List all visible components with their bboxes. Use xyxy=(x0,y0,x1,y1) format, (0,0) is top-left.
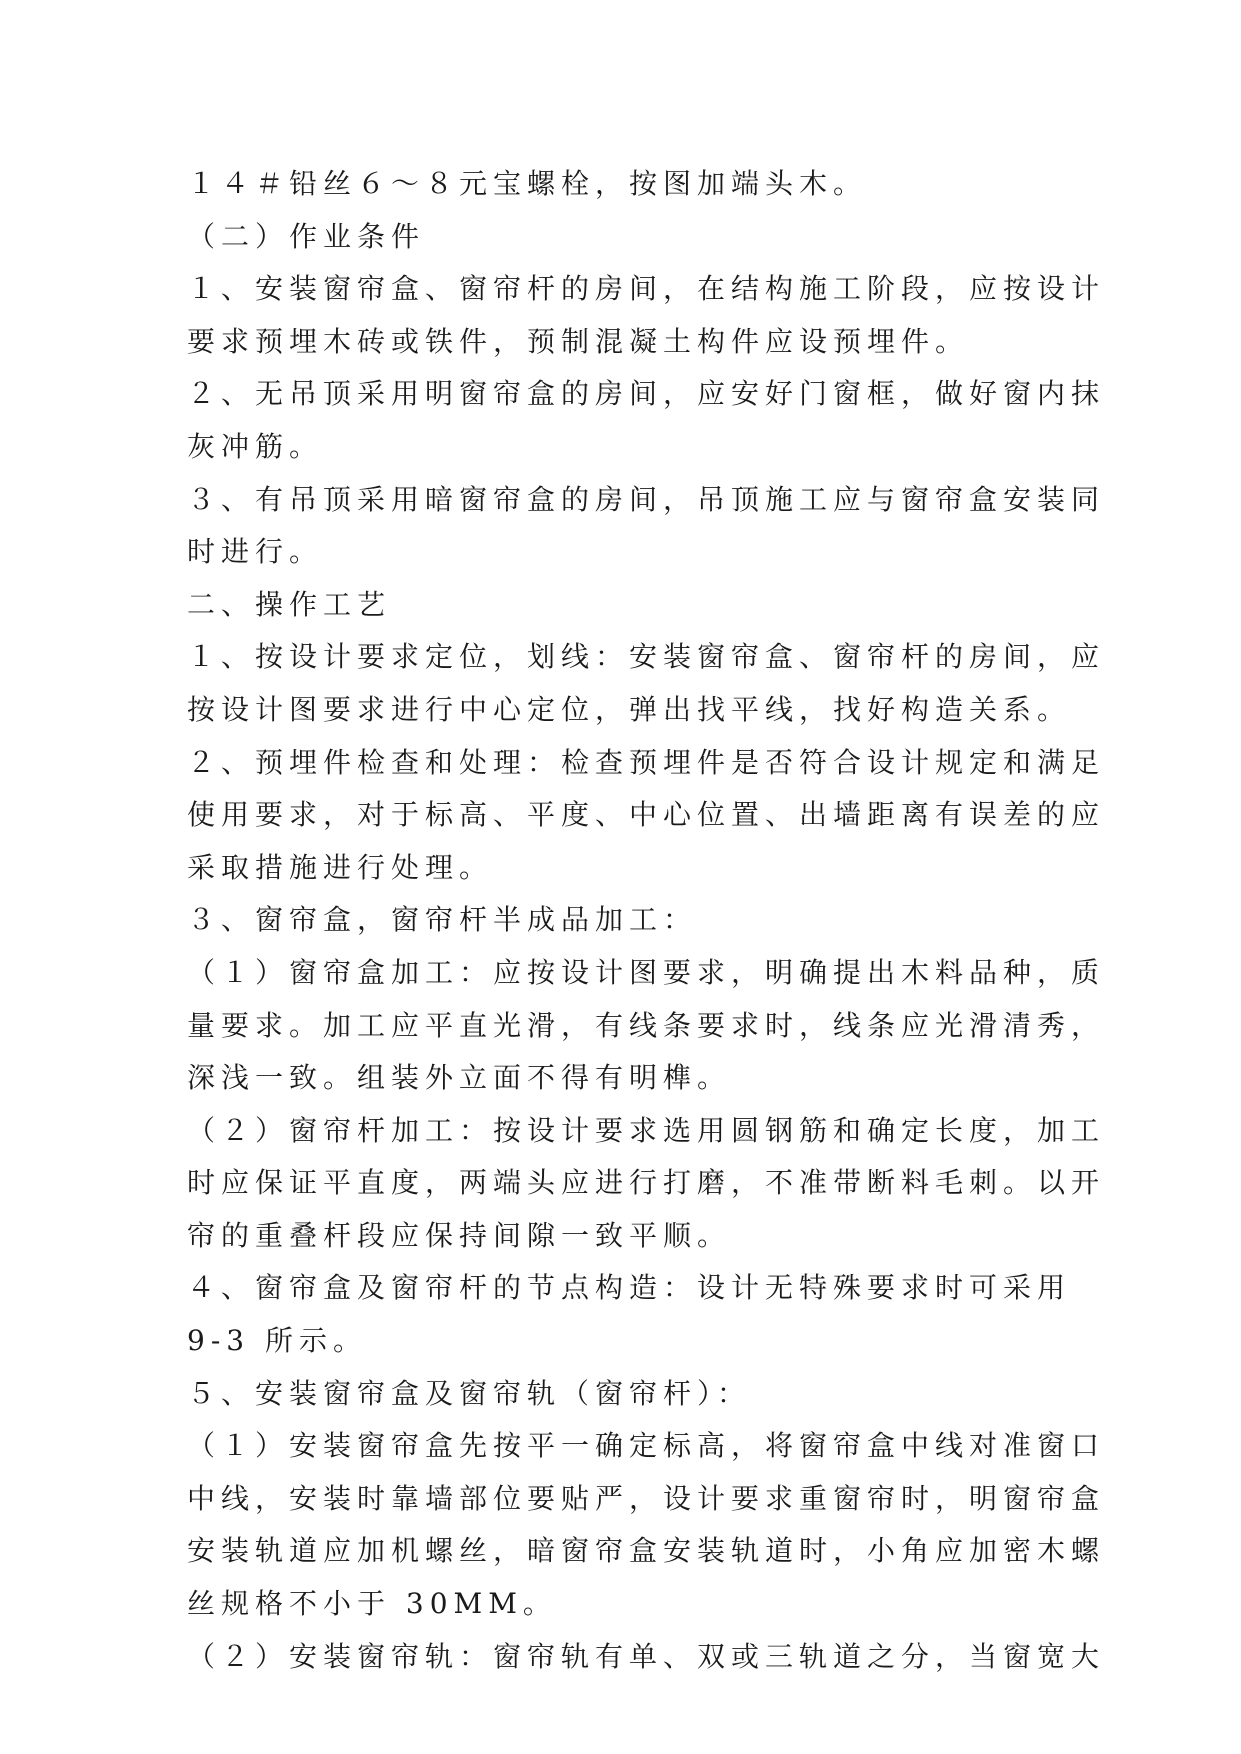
text-line: 帘的重叠杆段应保持间隙一致平顺。 xyxy=(187,1218,732,1252)
text-line: 时应保证平直度，两端头应进行打磨，不准带断料毛刺。以开 xyxy=(187,1166,1106,1200)
text-line: 按设计图要求进行中心定位，弹出找平线，找好构造关系。 xyxy=(187,692,1072,726)
text-line: 量要求。加工应平直光滑，有线条要求时，线条应光滑清秀， xyxy=(187,1008,1106,1042)
text-line: 要求预埋木砖或铁件，预制混凝土构件应设预埋件。 xyxy=(187,324,970,358)
text-line: （２）窗帘杆加工：按设计要求选用圆钢筋和确定长度，加工 xyxy=(187,1113,1106,1147)
text-line: 使用要求，对于标高、平度、中心位置、出墙距离有误差的应 xyxy=(187,798,1106,832)
text-line: 9-3 所示。 xyxy=(187,1324,367,1358)
text-line: （１）窗帘盒加工：应按设计图要求，明确提出木料品种，质 xyxy=(187,955,1106,989)
text-line: ３、窗帘盒，窗帘杆半成品加工： xyxy=(187,903,698,937)
text-line: 中线，安装时靠墙部位要贴严，设计要求重窗帘时，明窗帘盒 xyxy=(187,1481,1106,1515)
text-line: （２）安装窗帘轨：窗帘轨有单、双或三轨道之分，当窗宽大 xyxy=(187,1639,1106,1673)
text-line: １４＃铅丝６～８元宝螺栓，按图加端头木。 xyxy=(187,167,868,200)
text-line: ２、预埋件检查和处理：检查预埋件是否符合设计规定和满足 xyxy=(187,745,1106,779)
document-body xyxy=(187,158,1106,1683)
text-line: （１）安装窗帘盒先按平一确定标高，将窗帘盒中线对准窗口 xyxy=(187,1429,1106,1463)
text-line: 丝规格不小于 30MM。 xyxy=(187,1587,557,1621)
text-line: 灰冲筋。 xyxy=(187,429,324,463)
text-line: 安装轨道应加机螺丝，暗窗帘盒安装轨道时，小角应加密木螺 xyxy=(187,1534,1106,1568)
text-line: ４、窗帘盒及窗帘杆的节点构造：设计无特殊要求时可采用 xyxy=(187,1271,1072,1305)
text-line: １、安装窗帘盒、窗帘杆的房间，在结构施工阶段，应按设计 xyxy=(187,272,1106,306)
text-line: ３、有吊顶采用暗窗帘盒的房间，吊顶施工应与窗帘盒安装同 xyxy=(187,482,1106,516)
text-line: ２、无吊顶采用明窗帘盒的房间，应安好门窗框，做好窗内抹 xyxy=(187,377,1106,411)
text-line: 时进行。 xyxy=(187,535,324,569)
text-line: ５、安装窗帘盒及窗帘轨（窗帘杆）： xyxy=(187,1376,752,1410)
text-line: 深浅一致。组装外立面不得有明榫。 xyxy=(187,1061,732,1095)
text-line: １、按设计要求定位，划线：安装窗帘盒、窗帘杆的房间，应 xyxy=(187,640,1106,674)
text-line: 采取措施进行处理。 xyxy=(187,850,494,884)
section-heading: 二、操作工艺 xyxy=(187,587,392,621)
section-heading: （二）作业条件 xyxy=(187,219,426,253)
